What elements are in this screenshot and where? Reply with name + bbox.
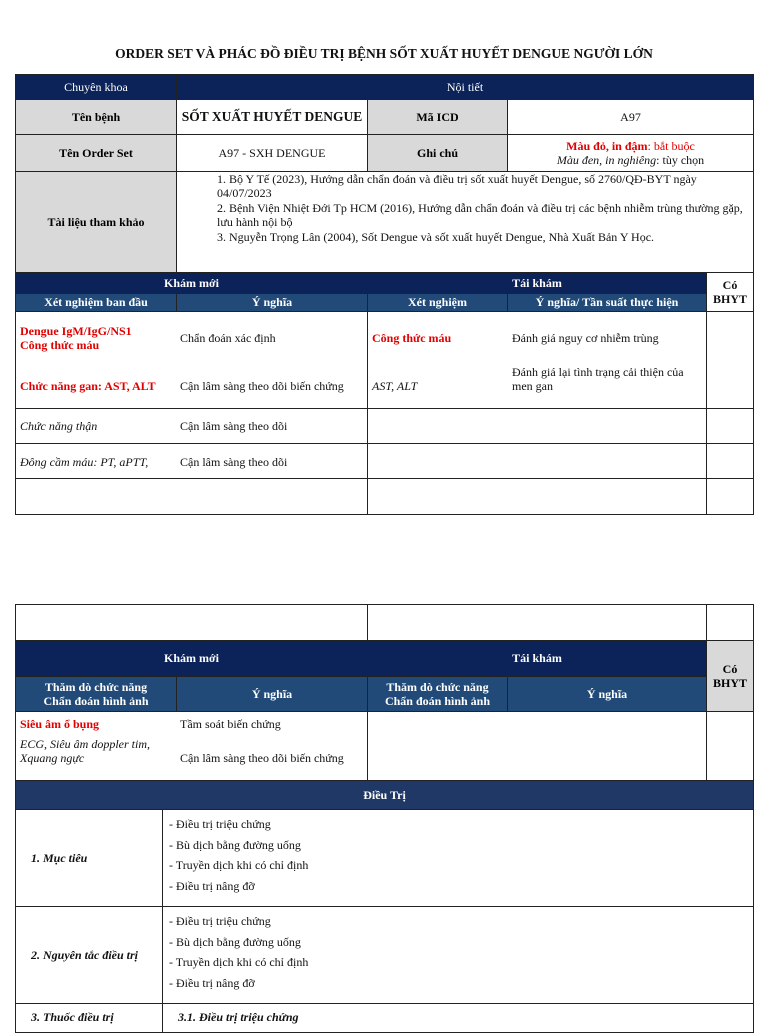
lab-follow-block [367,311,707,409]
imaging-meaning-1: Tầm soát biến chứng [180,717,281,731]
lab-co-bhyt-header: Có BHYT [706,272,754,312]
reference-3: 3. Nguyễn Trọng Lân (2004), Sốt Dengue và sốt xuất huyết Dengue, Nhà Xuất Bản Y Học. [217,229,655,244]
tai-lieu-label: Tài liệu tham khảo [15,171,177,273]
imaging-kham-moi-header: Khám mới [15,640,368,677]
lab-follow-test-2: AST, ALT [372,379,418,393]
reference-2: 2. Bệnh Viện Nhiệt Đới Tp HCM (2016), Hướng dẫn chẩn đoán và điều trị các bệnh nhiễm trùng thường gặp, lưu hành nội bộ [217,200,743,230]
ten-benh-label: Tên bệnh [15,99,177,135]
lab-y-nghia-header: Ý nghĩa [176,293,368,312]
nguyen-tac-list [169,911,308,993]
ma-icd-value: A97 [507,99,754,135]
ghi-chu-optional-label: Màu đen, in nghiêng [556,153,657,167]
imaging-top-left [15,604,368,641]
lab-tai-kham-header: Tái khám [367,272,707,294]
page-title: ORDER SET VÀ PHÁC ĐỒ ĐIỀU TRỊ BỆNH SỐT XUẤT HUYẾT DENGUE NGƯỜI LỚN [115,46,653,61]
lab-follow-test-1: Công thức máu [372,331,452,345]
imaging-follow-block [367,711,707,781]
lab-new-meaning-2: Cận lâm sàng theo dõi biến chứng [180,379,344,393]
muc-tieu-item: - Điều trị nâng đỡ [169,878,255,893]
muc-tieu-content [162,809,754,907]
lab-new-test-4: Đông cầm máu: PT, aPTT, [20,455,149,469]
treatment-header: Điều Trị [15,780,754,810]
thuoc-subheading: 3.1. Điều trị triệu chứng [162,1003,754,1033]
imaging-tham-do-header: Thăm dò chức năng Chẩn đoán hình ảnh [15,676,177,712]
lab-new-meaning-3: Cận lâm sàng theo dõi [180,419,288,433]
chuyen-khoa-label: Chuyên khoa [15,74,177,100]
chuyen-khoa-value: Nội tiết [176,74,754,100]
lab-bhyt-block [706,311,754,409]
lab-xn-ban-dau-header: Xét nghiệm ban đầu [15,293,177,312]
muc-tieu-list [169,814,308,896]
lab-new-test-3: Chức năng thận [20,419,98,433]
lab-follow-meaning-1: Đánh giá nguy cơ nhiễm trùng [512,331,659,345]
thuoc-label: 3. Thuốc điều trị [15,1003,163,1033]
lab-row-5 [15,478,368,515]
reference-1: 1. Bộ Y Tế (2023), Hướng dẫn chẩn đoán và điều trị sốt xuất huyết Dengue, số 2760/QĐ-BYT ngày 04/07/2023 [217,172,697,201]
lab-xet-nghiem-header: Xét nghiệm [367,293,508,312]
nguyen-tac-item: - Điều trị nâng đỡ [169,975,255,990]
imaging-tham-do-follow-header: Thăm dò chức năng Chẩn đoán hình ảnh [367,676,508,712]
ghi-chu-optional-rest: : tùy chọn [656,153,705,167]
lab-row-5-bhyt [706,478,754,515]
lab-y-nghia-tan-suat-header: Ý nghĩa/ Tần suất thực hiện [507,293,707,312]
muc-tieu-item: - Bù dịch bằng đường uống [169,837,301,852]
muc-tieu-label: 1. Mục tiêu [15,809,163,907]
lab-row-5-follow [367,478,707,515]
lab-row-4-bhyt [706,443,754,479]
ghi-chu-required-label: Màu đỏ, in đậm [566,138,648,153]
imaging-top-bhyt [706,604,754,641]
ten-benh-value: SỐT XUẤT HUYẾT DENGUE [176,99,368,135]
nguyen-tac-content [162,906,754,1004]
ghi-chu-label: Ghi chú [367,134,508,172]
lab-new-test-1: Dengue IgM/IgG/NS1 Công thức máu [20,324,132,353]
imaging-co-bhyt-header: Có BHYT [706,640,754,712]
lab-row-3-follow [367,408,707,444]
imaging-bhyt-block [706,711,754,781]
ghi-chu-value [507,134,754,172]
lab-new-meaning-1: Chẩn đoán xác định [180,331,276,345]
imaging-test-2: ECG, Siêu âm doppler tim, Xquang ngực [20,737,150,766]
order-set-value: A97 - SXH DENGUE [176,134,368,172]
imaging-test-1: Siêu âm ổ bụng [20,717,100,731]
imaging-top-right [367,604,707,641]
imaging-meaning-2: Cận lâm sàng theo dõi biến chứng [180,751,344,765]
lab-follow-meaning-2: Đánh giá lại tình trạng cải thiện của men gan [512,365,684,394]
imaging-y-nghia-header: Ý nghĩa [176,676,368,712]
lab-row-3-bhyt [706,408,754,444]
lab-new-test-2: Chức năng gan: AST, ALT [20,379,156,393]
imaging-y-nghia-follow-header: Ý nghĩa [507,676,707,712]
nguyen-tac-item: - Truyền dịch khi có chỉ định [169,955,309,969]
nguyen-tac-item: - Điều trị triệu chứng [169,914,271,928]
muc-tieu-item: - Truyền dịch khi có chỉ định [169,858,309,872]
muc-tieu-item: - Điều trị triệu chứng [169,817,271,831]
lab-row-4-follow [367,443,707,479]
nguyen-tac-item: - Bù dịch bằng đường uống [169,934,301,949]
imaging-tai-kham-header: Tái khám [367,640,707,677]
ma-icd-label: Mã ICD [367,99,508,135]
lab-kham-moi-header: Khám mới [15,272,368,294]
order-set-label: Tên Order Set [15,134,177,172]
nguyen-tac-label: 2. Nguyên tắc điều trị [15,906,163,1004]
lab-new-meaning-4: Cận lâm sàng theo dõi [180,455,288,469]
ghi-chu-required-rest: : bắt buộc [647,138,695,153]
tai-lieu-value [176,171,754,273]
